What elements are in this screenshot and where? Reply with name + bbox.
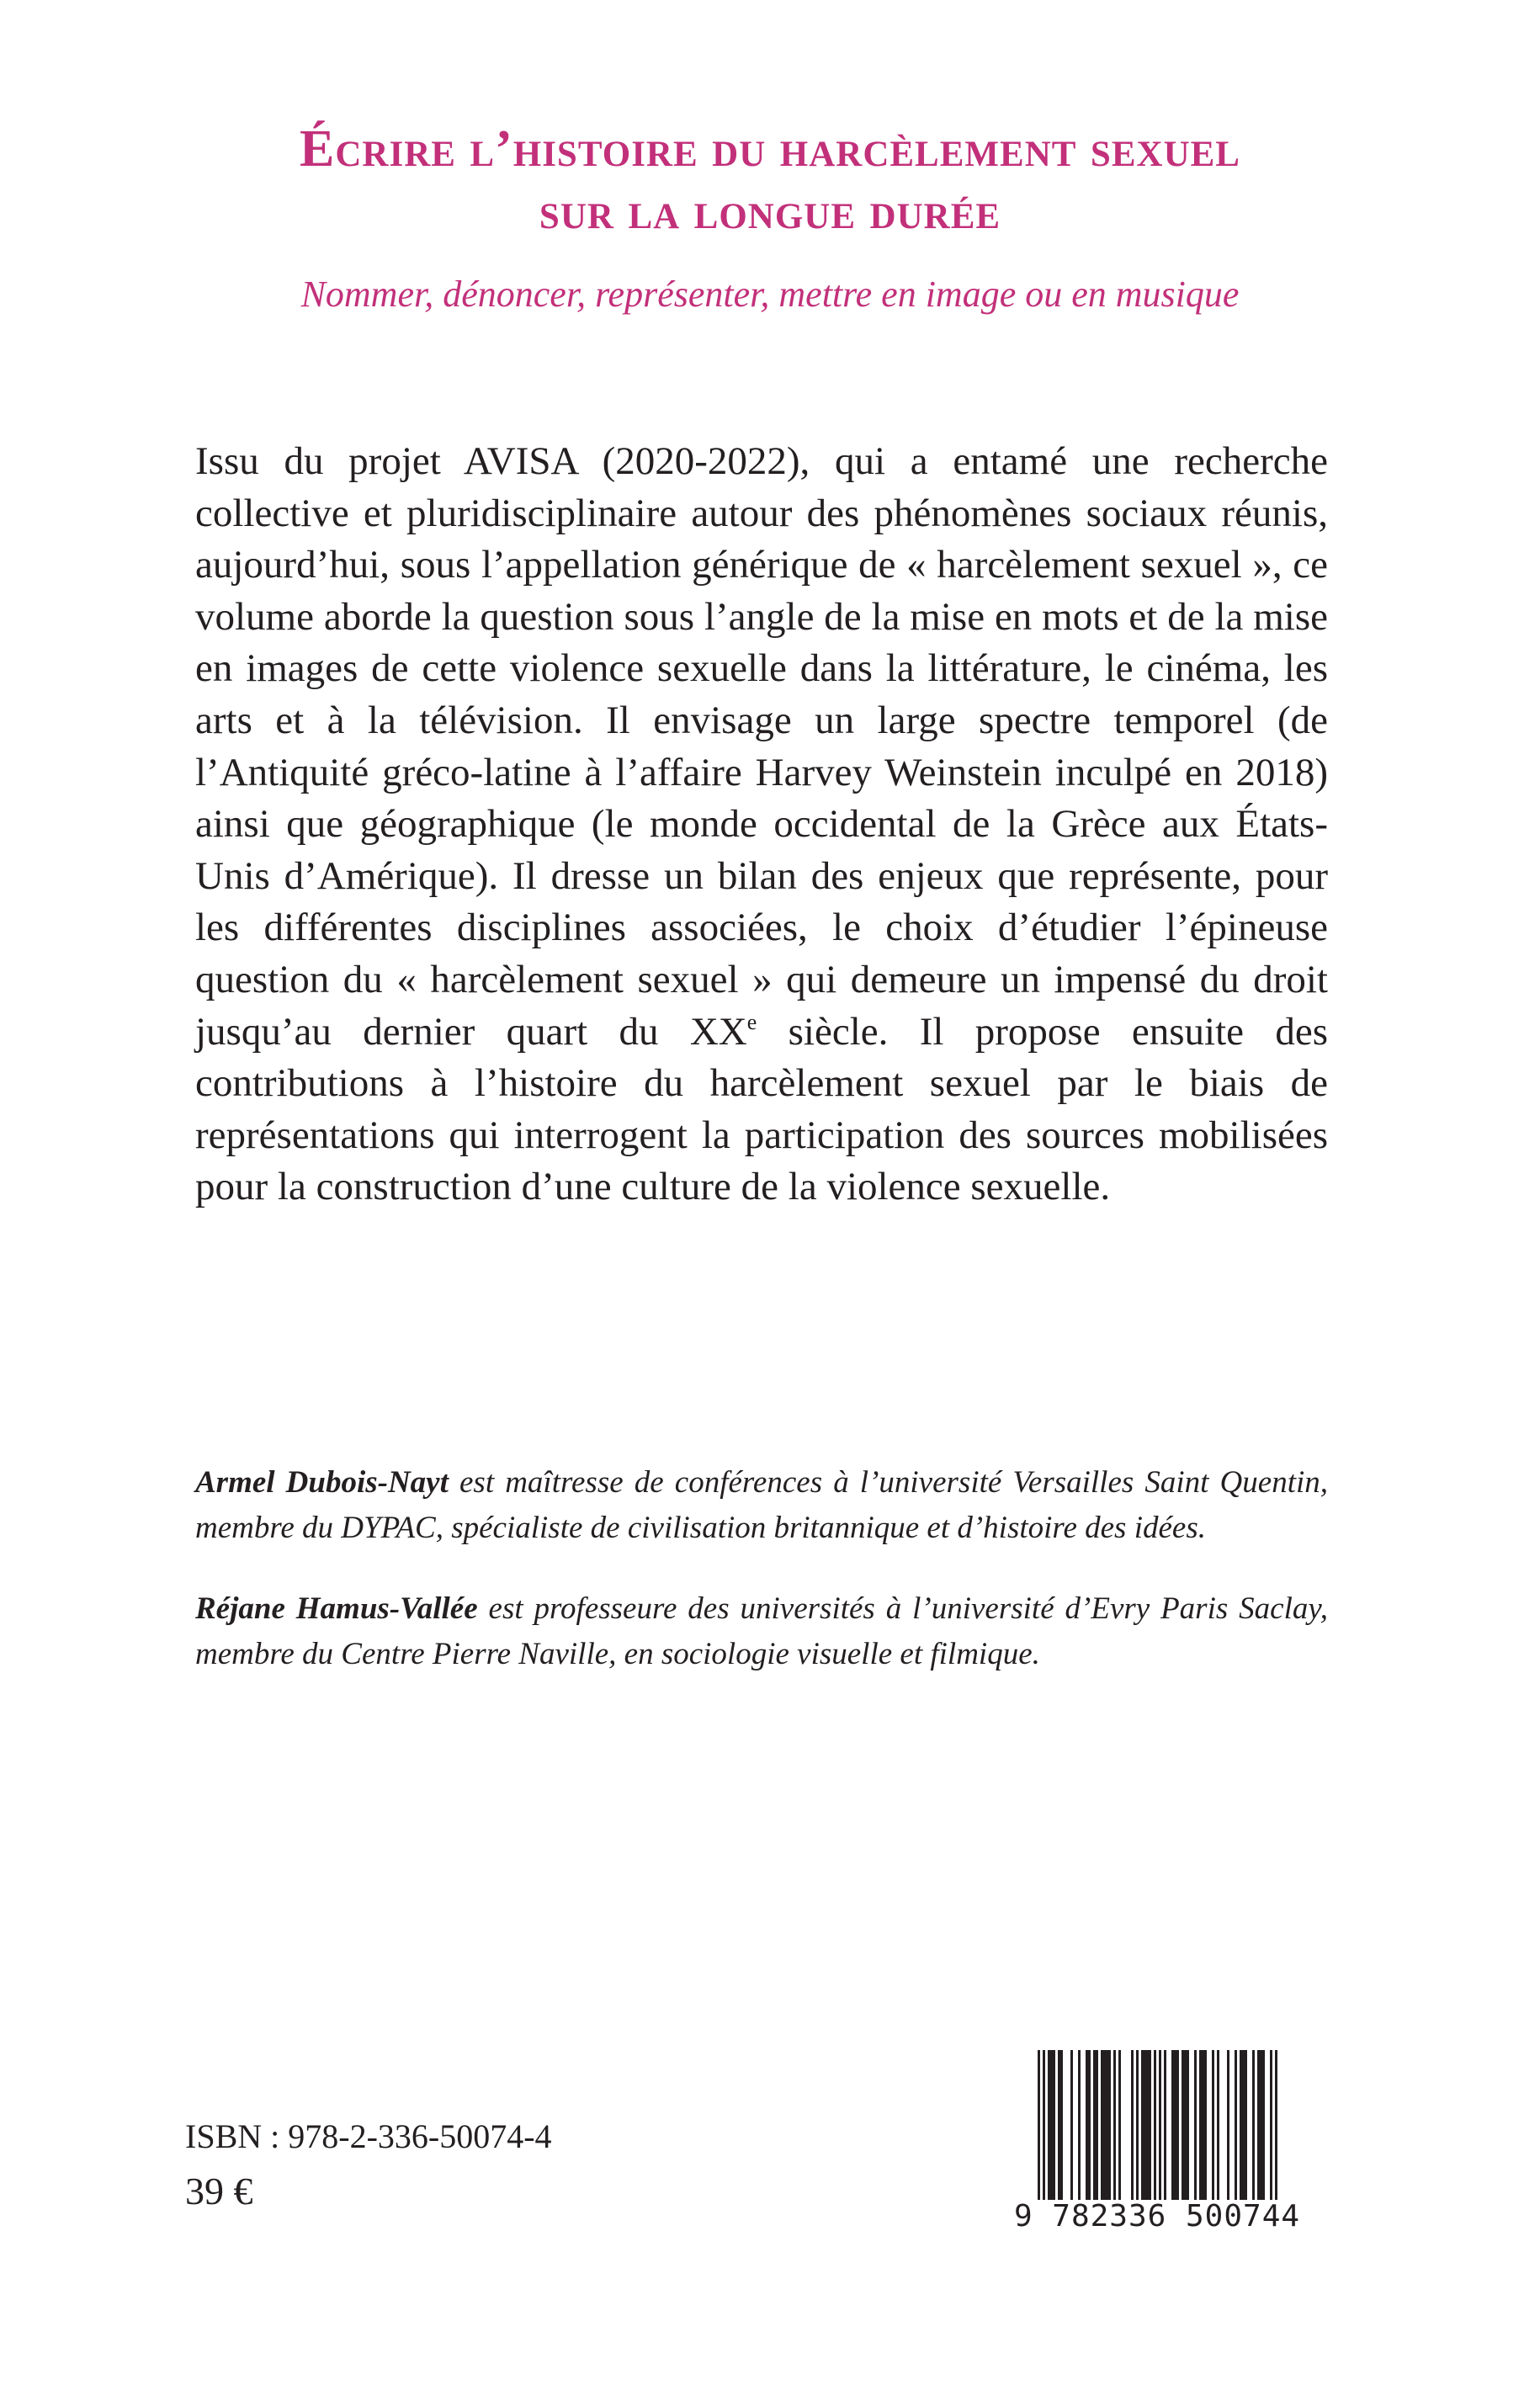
barcode-bar: [1136, 2050, 1139, 2200]
barcode-bar: [1260, 2050, 1262, 2200]
barcode-bar: [1154, 2050, 1156, 2200]
barcode-bar: [1086, 2050, 1088, 2200]
book-title-line-2: sur la longue durée: [539, 183, 1001, 240]
book-subtitle: Nommer, dénoncer, représenter, mettre en image ou en musique: [300, 274, 1240, 315]
author-bios: [195, 1460, 1328, 1713]
barcode-bar: [1184, 2050, 1187, 2200]
barcode-bar: [1164, 2050, 1166, 2200]
barcode-bar: [1202, 2050, 1204, 2200]
barcode-bar: [1212, 2050, 1214, 2200]
barcode-bar: [1144, 2050, 1146, 2200]
barcode-bar: [1174, 2050, 1176, 2200]
author-bio: [195, 1460, 1328, 1551]
barcode-bar: [1060, 2050, 1063, 2200]
isbn-label: ISBN : 978-2-336-50074-4: [185, 2117, 552, 2155]
barcode-bar: [1187, 2050, 1189, 2200]
barcode-bar: [1204, 2050, 1207, 2200]
barcode-bar: [1235, 2050, 1237, 2200]
barcode-bar: [1242, 2050, 1245, 2200]
price-label: 39 €: [185, 2170, 253, 2212]
barcode-bar: [1194, 2050, 1197, 2200]
barcode-bar: [1103, 2050, 1106, 2200]
barcode-bar: [1149, 2050, 1151, 2200]
author-bio-text: est professeure des universités à l’université d’Evry Paris Saclay, membre du Centre Pierre Naville, en sociologie visuelle et filmique.: [195, 1591, 1328, 1671]
barcode-bar: [1171, 2050, 1174, 2200]
barcode-bar: [1141, 2050, 1144, 2200]
barcode-bar: [1199, 2050, 1202, 2200]
barcode-bar: [1038, 2050, 1040, 2200]
barcode-bar: [1182, 2050, 1184, 2200]
barcode-bar: [1101, 2050, 1103, 2200]
barcode-bar: [1070, 2050, 1073, 2200]
barcode-bar: [1270, 2050, 1272, 2200]
barcode-bar: [1240, 2050, 1242, 2200]
blurb-text: Issu du projet AVISA (2020-2022), qui a entamé une recherche collective et pluridisciplinaire autour des phénomènes sociaux réunis, aujourd’hui, sous l’appellation générique de « harcèlement sexuel », ce volume aborde la question sous l’angle de la mise en mots et de la mise en images de cette violence sexuelle dans la littérature, le cinéma, les arts et à la télévision. Il envisage un large spectre temporel (de l’Antiquité gréco-latine à l’affaire Harvey Weinstein inculpé en 2018) ainsi que géographique (le monde occidental de la Grèce aux États-Unis d’Amérique). Il dresse un bilan des enjeux que représente, pour les différentes disciplines associées, le choix d’étudier l’épineuse question du « harcèlement sexuel » qui demeure un impensé du droit jusqu’au dernier quart du XXe siècle. Il propose ensuite des contributions à l’histoire du harcèlement sexuel par le biais de représentations qui interrogent la participation des sources mobilisées pour la construction d’une culture de la violence sexuelle.: [195, 439, 1329, 1209]
barcode-bar: [1096, 2050, 1098, 2200]
barcode-bar: [1106, 2050, 1108, 2200]
barcode-bars-icon: [1004, 2050, 1310, 2200]
barcode-bar: [1176, 2050, 1179, 2200]
barcode: [1004, 2050, 1310, 2234]
barcode-bar: [1159, 2050, 1161, 2200]
barcode-bar: [1245, 2050, 1247, 2200]
barcode-bar: [1048, 2050, 1050, 2200]
barcode-bar: [1050, 2050, 1053, 2200]
barcode-bar: [1053, 2050, 1055, 2200]
book-blurb: [195, 436, 1328, 1214]
barcode-bar: [1146, 2050, 1149, 2200]
barcode-bar: [1257, 2050, 1260, 2200]
barcode-bar: [1078, 2050, 1081, 2200]
author-name: Armel Dubois-Nayt: [195, 1465, 449, 1500]
book-title-line-1: Écrire l’histoire du harcèlement sexuel: [300, 120, 1240, 178]
barcode-bar: [1088, 2050, 1091, 2200]
book-title: [0, 118, 1540, 242]
barcode-bar: [1058, 2050, 1060, 2200]
barcode-bar: [1275, 2050, 1277, 2200]
barcode-bar: [1227, 2050, 1229, 2200]
barcode-bar: [1262, 2050, 1265, 2200]
barcode-bar: [1113, 2050, 1116, 2200]
author-bio-text: est maîtresse de conférences à l’université Versailles Saint Quentin, membre du DYPAC, spécialiste de civilisation britannique et d’histoire des idées.: [195, 1465, 1329, 1545]
barcode-bar: [1131, 2050, 1134, 2200]
barcode-bar: [1252, 2050, 1255, 2200]
barcode-bar: [1217, 2050, 1219, 2200]
author-bio: [195, 1586, 1328, 1677]
barcode-digits: 9 782336 500744: [1013, 2199, 1301, 2234]
barcode-bar: [1118, 2050, 1121, 2200]
author-name: Réjane Hamus-Vallée: [195, 1591, 478, 1626]
barcode-bar: [1043, 2050, 1045, 2200]
barcode-bar: [1093, 2050, 1096, 2200]
barcode-bar: [1108, 2050, 1111, 2200]
